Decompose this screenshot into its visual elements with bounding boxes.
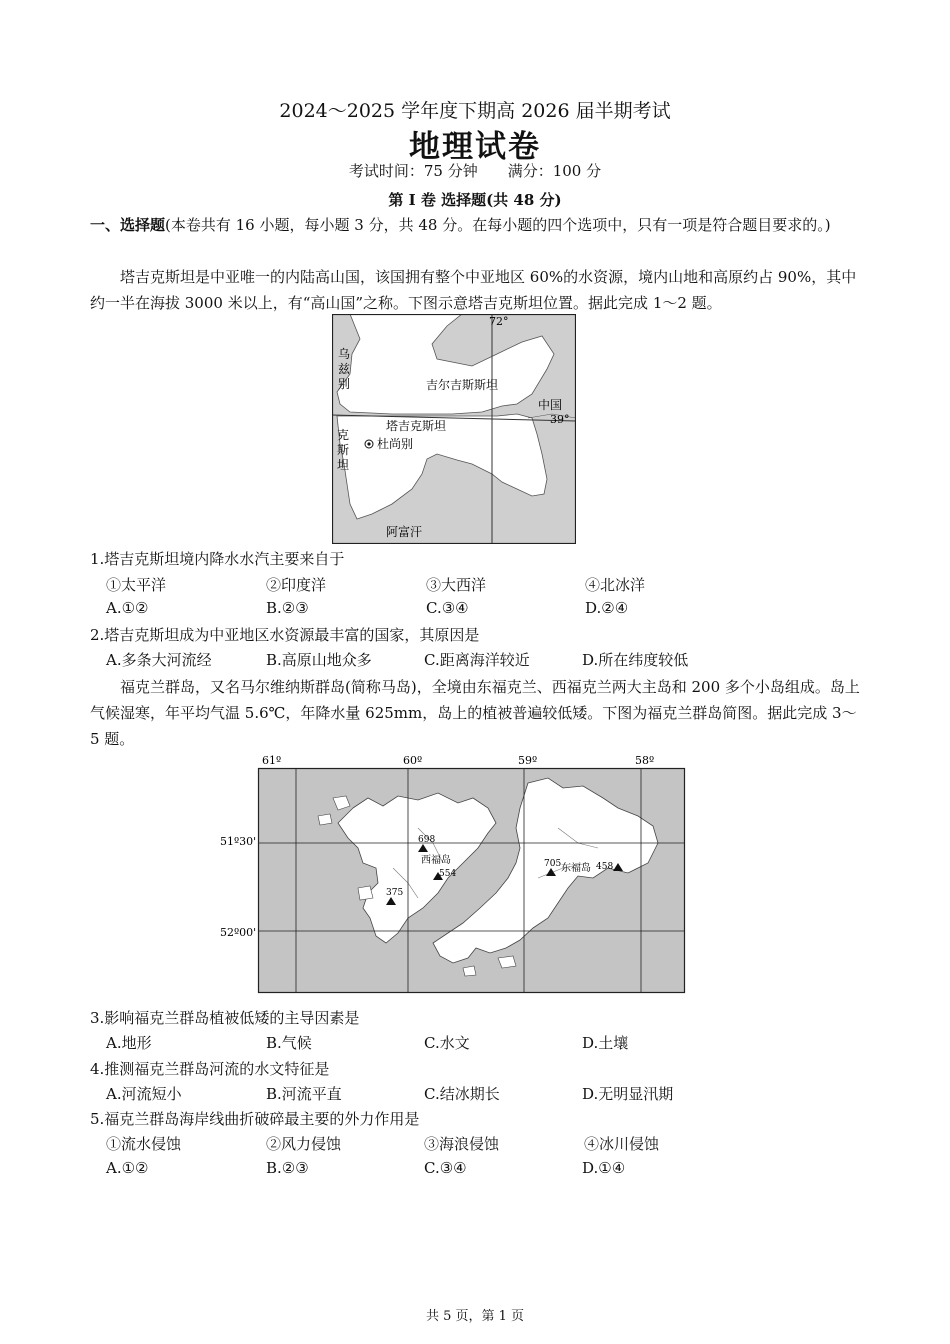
tajikistan-label: 塔吉克斯坦 [386,419,447,433]
q5-stem: 5.福克兰群岛海岸线曲折破碎最主要的外力作用是 [90,1110,420,1128]
lat-51-30-label: 51º30' [220,835,257,848]
peak-458-label: 458 [596,862,614,872]
exam-time-info: 考试时间：75 分钟 满分：100 分 [348,162,602,180]
q3-option-b[interactable]: B.气候 [266,1034,312,1052]
q5-option-d[interactable]: D.①④ [582,1159,626,1177]
west-island-label: 西福岛 [421,855,451,866]
west-islet-3 [358,886,373,900]
q3-option-a[interactable]: A.地形 [106,1034,152,1052]
china-label: 中国 [538,398,563,412]
q2-option-d[interactable]: D.所在纬度较低 [582,651,689,669]
q5-option-c[interactable]: C.③④ [424,1159,467,1177]
q4-option-d[interactable]: D.无明显汛期 [582,1085,674,1103]
kes-label-1: 克 [337,428,350,442]
east-islet-2 [463,966,476,976]
exam-title: 2024～2025 学年度下期高 2026 届半期考试 [279,100,671,122]
q5-item-2: ②风力侵蚀 [266,1135,342,1153]
q2-option-c[interactable]: C.距离海洋较近 [424,651,530,669]
tajikistan-map [332,314,576,544]
subject-title: 地理试卷 [409,129,541,165]
q3-option-d[interactable]: D.土壤 [582,1034,629,1052]
q1-option-d[interactable]: D.②④ [585,599,629,617]
q1-item-1: ①太平洋 [106,576,167,594]
q5-item-4: ④冰川侵蚀 [584,1135,660,1153]
q2-option-a[interactable]: A.多条大河流经 [106,651,212,669]
instructions-label: 一、选择题 [90,216,166,234]
afghanistan-label: 阿富汗 [386,525,423,539]
q1-item-2: ②印度洋 [266,576,327,594]
peak-698-label: 698 [418,835,436,845]
kes-label-2: 斯 [337,443,350,457]
q1-option-c[interactable]: C.③④ [426,599,469,617]
peak-554-label: 554 [439,869,457,879]
uzbek-label-2: 兹 [338,362,351,376]
capital-marker-inner [367,442,370,445]
west-islet-2 [318,814,332,825]
q3-stem: 3.影响福克兰群岛植被低矮的主导因素是 [90,1009,360,1027]
kes-label-3: 坦 [337,458,350,472]
uzbek-label-1: 乌 [338,347,351,361]
q5-item-3: ③海浪侵蚀 [424,1135,500,1153]
q3-option-c[interactable]: C.水文 [424,1034,470,1052]
lon-58-label: 58º [635,754,655,767]
q1-stem: 1.塔吉克斯坦境内降水水汽主要来自于 [90,550,345,568]
q2-option-b[interactable]: B.高原山地众多 [266,651,372,669]
dushanbe-label: 杜尚别 [377,437,414,451]
q4-stem: 4.推测福克兰群岛河流的水文特征是 [90,1060,330,1078]
instructions [90,212,860,238]
kyrgyzstan-label: 吉尔吉斯斯坦 [426,378,499,392]
instructions-text: (本卷共有 16 小题，每小题 3 分，共 48 分。在每小题的四个选项中，只有一项是符合题目要求的。) [165,216,831,234]
falkland-map [220,752,690,997]
east-island-label: 东福岛 [561,863,591,874]
q1-option-b[interactable]: B.②③ [266,599,309,617]
q4-option-b[interactable]: B.河流平直 [266,1085,342,1103]
q5-option-b[interactable]: B.②③ [266,1159,309,1177]
lon-59-label: 59º [518,754,538,767]
peak-705-label: 705 [544,859,562,869]
q2-stem: 2.塔吉克斯坦成为中亚地区水资源最丰富的国家，其原因是 [90,626,480,644]
q4-option-c[interactable]: C.结冰期长 [424,1085,500,1103]
lat-52-00-label: 52º00' [220,926,257,939]
q5-item-1: ①流水侵蚀 [106,1135,182,1153]
section-title: 第 I 卷 选择题(共 48 分) [388,191,562,209]
lon-61-label: 61º [262,754,282,767]
q1-item-4: ④北冰洋 [585,576,646,594]
page-footer: 共 5 页，第 1 页 [425,1309,525,1324]
q4-option-a[interactable]: A.河流短小 [106,1085,182,1103]
lat-39-label: 39° [550,413,570,426]
uzbek-label-3: 别 [338,377,351,391]
passage-1: 塔吉克斯坦是中亚唯一的内陆高山国，该国拥有整个中亚地区 60%的水资源，境内山地和高原约占 90%，其中约一半在海拔 3000 米以上，有“高山国”之称。下图示意塔吉克斯坦位置。据此完成 1～2 题。 [90,268,857,312]
lon-60-label: 60º [403,754,423,767]
lon-72-label: 72° [489,315,509,328]
passage-2: 福克兰群岛，又名马尔维纳斯群岛(简称马岛)，全境由东福克兰、西福克兰两大主岛和 200 多个小岛组成。岛上气候湿寒，年平均气温 5.6℃，年降水量 625mm，岛上的植被普遍较低矮。下图为福克兰群岛简图。据此完成 3～5 题。 [90,678,860,748]
peak-375-label: 375 [386,888,404,898]
q1-item-3: ③大西洋 [426,576,487,594]
q1-option-a[interactable]: A.①② [106,599,149,617]
q5-option-a[interactable]: A.①② [106,1159,149,1177]
